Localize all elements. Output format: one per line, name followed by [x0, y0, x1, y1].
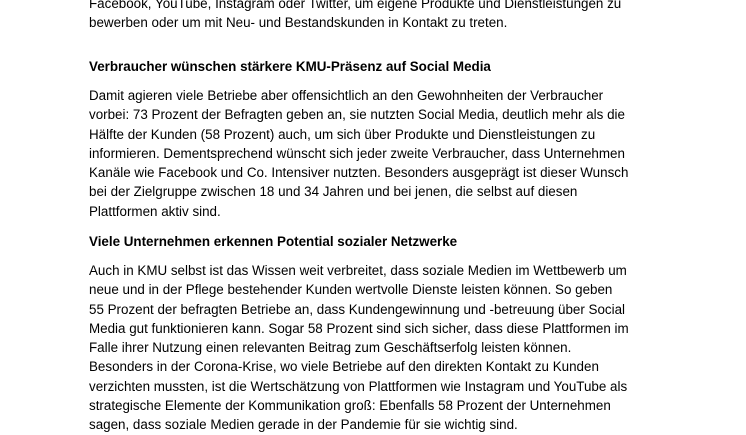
section1-line: Plattformen aktiv sind.	[89, 203, 221, 219]
section2-line: sagen, dass soziale Medien gerade in der Pandemie für sie wichtig sind.	[89, 417, 518, 433]
section1-line: bei der Zielgruppe zwischen 18 und 34 Jahren und bei jenen, die selbst auf diesen	[89, 184, 578, 200]
intro-line: bewerben oder um mit Neu- und Bestandskunden in Kontakt zu treten.	[89, 15, 508, 31]
intro-paragraph	[89, 0, 709, 33]
intro-line: Facebook, YouTube, Instagram oder Twitter, um eigene Produkte und Dienstleistungen zu	[89, 0, 622, 11]
section1-paragraph	[89, 86, 709, 221]
section2-line: strategische Elemente der Kommunikation groß: Ebenfalls 58 Prozent der Unternehmen	[89, 398, 611, 414]
section2-line: Falle ihrer Nutzung einen relevanten Beitrag zum Geschäftserfolg leisten können.	[89, 340, 572, 356]
section2-line: verzichten mussten, ist die Wertschätzung von Plattformen wie Instagram und YouTube als	[89, 378, 628, 394]
section1-heading: Verbraucher wünschen stärkere KMU-Präsenz auf Social Media	[89, 59, 491, 74]
section1-line: informieren. Dementsprechend wünscht sich jeder zweite Verbraucher, dass Unternehmen	[89, 145, 625, 161]
section1-line: Damit agieren viele Betriebe aber offensichtlich an den Gewohnheiten der Verbraucher	[89, 88, 604, 103]
section2-line: Media gut funktionieren kann. Sogar 58 Prozent sind sich sicher, dass diese Plattformen im	[89, 320, 629, 336]
section2-line: Besonders in der Corona-Krise, wo viele Betriebe auf den direkten Kontakt zu Kunden	[89, 359, 599, 375]
section2-line: 55 Prozent der befragten Betriebe an, dass Kundengewinnung und -betreuung über Social	[89, 301, 626, 317]
section2-line: neue und in der Pflege bestehender Kunden wertvolle Dienste leisten können. So geben	[89, 282, 613, 298]
section1-line: vorbei: 73 Prozent der Befragten geben an, sie nutzten Social Media, deutlich mehr als die	[89, 107, 625, 123]
section2-heading: Viele Unternehmen erkennen Potential sozialer Netzwerke	[89, 234, 458, 249]
section1-line: Hälfte der Kunden (58 Prozent) auch, um sich über Produkte und Dienstleistungen zu	[89, 126, 596, 142]
section1-line: Kanäle wie Facebook und Co. Intensiver nutzten. Besonders ausgeprägt ist dieser Wunsch	[89, 165, 629, 181]
section2-paragraph	[89, 261, 709, 435]
section2-line: Auch in KMU selbst ist das Wissen weit verbreitet, dass soziale Medien im Wettbewerb um	[89, 263, 627, 278]
